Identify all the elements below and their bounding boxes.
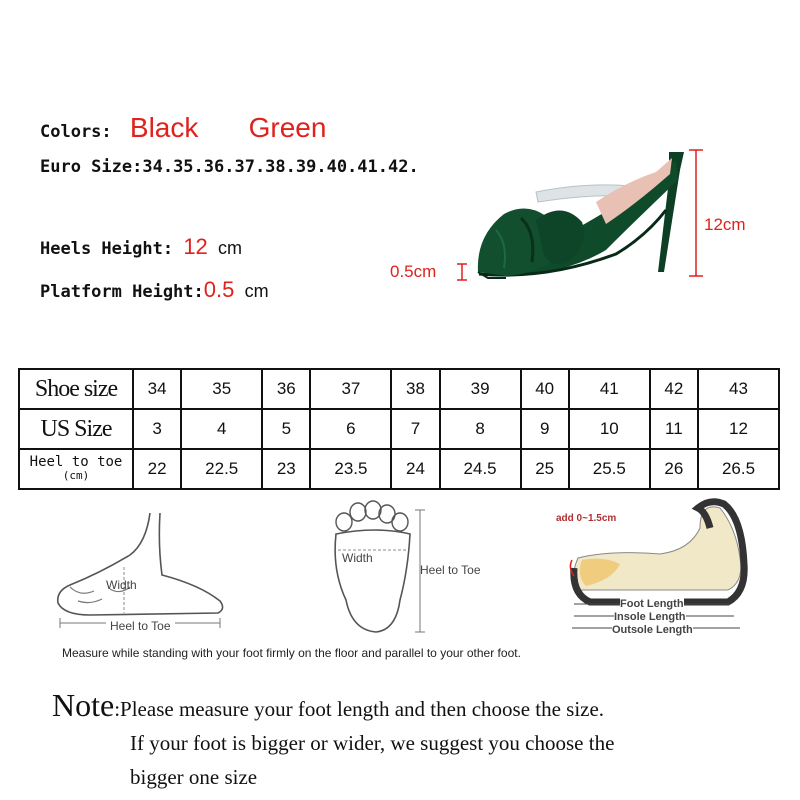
table-cell: 12 xyxy=(698,409,779,449)
heels-height-row xyxy=(40,234,242,260)
table-row xyxy=(19,449,779,489)
foot-sole-diagram xyxy=(326,500,426,640)
row-header-heel-to-toe xyxy=(19,449,133,489)
table-cell: 7 xyxy=(391,409,439,449)
table-row xyxy=(19,409,779,449)
note-block xyxy=(52,688,614,794)
heels-height-label: Heels Height: xyxy=(40,239,174,259)
table-cell: 26 xyxy=(650,449,698,489)
table-cell: 9 xyxy=(521,409,569,449)
table-cell: 43 xyxy=(698,369,779,409)
note-text-1: Please measure your foot length and then choose the size. xyxy=(120,697,605,721)
heel-to-toe-label: Heel to toe xyxy=(29,454,123,470)
table-cell: 5 xyxy=(262,409,310,449)
euro-size-row xyxy=(40,157,419,177)
outsole-length-label: Outsole Length xyxy=(612,624,693,636)
table-cell: 22 xyxy=(133,449,181,489)
size-table xyxy=(18,368,780,490)
table-cell: 41 xyxy=(569,369,650,409)
table-cell: 4 xyxy=(181,409,262,449)
heel-to-toe-unit: (cm) xyxy=(62,469,90,482)
add-length-label: add 0~1.5cm xyxy=(556,513,617,524)
colors-label: Colors: xyxy=(40,122,112,142)
table-cell: 11 xyxy=(650,409,698,449)
table-cell: 25.5 xyxy=(569,449,650,489)
row-header-us-size: US Size xyxy=(19,409,133,449)
table-cell: 39 xyxy=(440,369,521,409)
platform-height-unit: cm xyxy=(244,281,269,301)
table-cell: 8 xyxy=(440,409,521,449)
color-black: Black xyxy=(129,112,199,143)
euro-size-label: Euro Size: xyxy=(40,157,143,177)
heels-height-value: 12 xyxy=(183,234,208,259)
table-cell: 24 xyxy=(391,449,439,489)
note-line-2: If your foot is bigger or wider, we suggest you choose the xyxy=(130,731,615,755)
table-cell: 23.5 xyxy=(310,449,391,489)
table-cell: 34 xyxy=(133,369,181,409)
platform-height-label: Platform Height: xyxy=(40,282,204,302)
table-cell: 37 xyxy=(310,369,391,409)
foot-side-diagram xyxy=(50,505,240,635)
table-cell: 23 xyxy=(262,449,310,489)
note-line-3: bigger one size xyxy=(130,765,258,789)
color-green: Green xyxy=(248,112,327,143)
measure-caption: Measure while standing with your foot firmly on the floor and parallel to your other foot. xyxy=(62,646,521,660)
sole-heel-to-toe-label: Heel to Toe xyxy=(420,563,481,577)
side-heel-to-toe-label: Heel to Toe xyxy=(106,619,175,633)
heel-dimension-label: 12cm xyxy=(704,215,746,234)
side-width-label: Width xyxy=(106,578,137,592)
table-cell: 36 xyxy=(262,369,310,409)
table-cell: 26.5 xyxy=(698,449,779,489)
foot-length-label: Foot Length xyxy=(620,598,684,610)
table-cell: 40 xyxy=(521,369,569,409)
colors-row xyxy=(40,112,326,144)
note-colon: : xyxy=(114,697,121,721)
platform-height-row xyxy=(40,277,269,303)
sole-width-label: Width xyxy=(342,551,373,565)
table-cell: 6 xyxy=(310,409,391,449)
heels-height-unit: cm xyxy=(218,238,243,258)
table-cell: 24.5 xyxy=(440,449,521,489)
platform-dimension-label: 0.5cm xyxy=(390,262,437,281)
row-header-shoe-size: Shoe size xyxy=(19,369,133,409)
table-cell: 25 xyxy=(521,449,569,489)
table-row xyxy=(19,369,779,409)
euro-size-values: 34.35.36.37.38.39.40.41.42. xyxy=(142,157,419,177)
note-prefix: Note xyxy=(52,687,115,723)
note-line-1 xyxy=(52,688,614,726)
table-cell: 38 xyxy=(391,369,439,409)
table-cell: 42 xyxy=(650,369,698,409)
insole-length-label: Insole Length xyxy=(614,611,686,623)
table-cell: 22.5 xyxy=(181,449,262,489)
platform-height-value: 0.5 xyxy=(203,277,235,302)
table-cell: 3 xyxy=(133,409,181,449)
table-cell: 10 xyxy=(569,409,650,449)
table-cell: 35 xyxy=(181,369,262,409)
